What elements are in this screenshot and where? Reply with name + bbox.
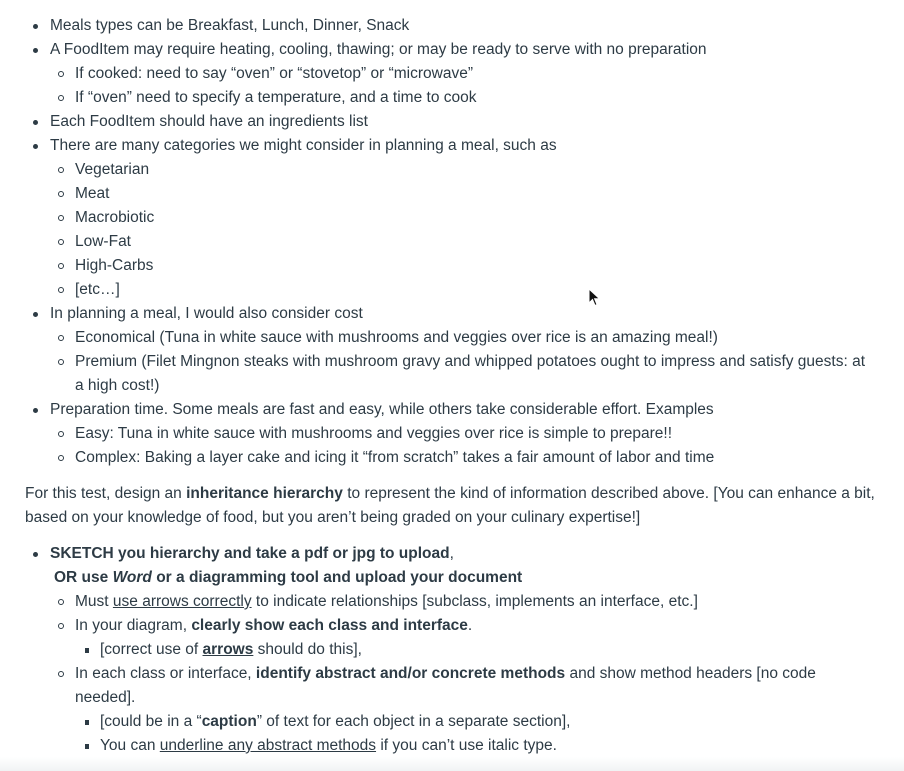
methods-sublist — [75, 710, 875, 758]
list-item-food-item: A FoodItem may require heating, cooling, thawing; or may be ready to serve with no preparation If cooked: need to say “oven” or “stovetop” or “microwave” If “oven” need to specify a temperature, and a time to cook — [25, 38, 875, 110]
list-item: High-Carbs — [50, 254, 875, 278]
list-item-prep: Preparation time. Some meals are fast and easy, while others take considerable effort. Examples Easy: Tuna in white sauce with mushrooms and veggies over rice is simple to prepare!! Complex: Baking a layer cake and icing it “from scratch” takes a fair amount of labor and time — [25, 398, 875, 470]
bottom-edge — [0, 757, 904, 771]
list-item: Easy: Tuna in white sauce with mushrooms and veggies over rice is simple to prepare!! — [50, 422, 875, 446]
list-item-meal-types: Meals types can be Breakfast, Lunch, Dinner, Snack — [25, 14, 875, 38]
prep-sublist — [50, 422, 875, 470]
list-item-cost: In planning a meal, I would also consider cost Economical (Tuna in white sauce with mushrooms and veggies over rice is an amazing meal!) Premium (Filet Mingnon steaks with mushroom gravy and whipped potatoes ought to impress and satisfy guests: at a high cost!) — [25, 302, 875, 398]
list-item: Vegetarian — [50, 158, 875, 182]
list-item-arrows: Must use arrows correctly to indicate relationships [subclass, implements an interface, etc.] — [50, 590, 875, 614]
mouse-cursor-icon — [588, 288, 602, 308]
list-item-methods: In each class or interface, identify abstract and/or concrete methods and show method headers [no code needed]. [could be in a “caption” of text for each object in a separate section], You can underline any abstract methods if you can’t use italic type. — [50, 662, 875, 758]
list-item-ingredients: Each FoodItem should have an ingredients list — [25, 110, 875, 134]
list-item: Low-Fat — [50, 230, 875, 254]
or-use-line: OR use Word or a diagramming tool and upload your document — [54, 569, 523, 586]
sketch-sublist — [50, 590, 875, 758]
food-item-sublist — [50, 62, 875, 110]
list-item: Economical (Tuna in white sauce with mushrooms and veggies over rice is an amazing meal!) — [50, 326, 875, 350]
requirements-list — [25, 14, 875, 470]
list-item-categories: There are many categories we might consider in planning a meal, such as Vegetarian Meat Macrobiotic Low-Fat High-Carbs [etc…] — [25, 134, 875, 302]
list-item: If “oven” need to specify a temperature, and a time to cook — [50, 86, 875, 110]
cost-sublist — [50, 326, 875, 398]
list-item: You can underline any abstract methods if you can’t use italic type. — [75, 734, 875, 758]
list-item-sketch: SKETCH you hierarchy and take a pdf or jpg to upload, OR use Word or a diagramming tool and upload your document Must use arrows correctly to indicate relationships [subclass, implements an interface, etc.] In your diagram, clearly show each class and interface. [correct use of arrows should do this], In each class or interface, identify abstract and/or concrete methods and show method headers [no code needed]. [could be in a “caption” of text for each object in a separate section], You can underline any abstract methods if you can’t use italic type. — [25, 542, 875, 758]
list-item: [could be in a “caption” of text for each object in a separate section], — [75, 710, 875, 734]
list-item-diagram: In your diagram, clearly show each class and interface. [correct use of arrows should do this], — [50, 614, 875, 662]
diagram-sublist — [75, 638, 875, 662]
list-item: [etc…] — [50, 278, 875, 302]
submission-list — [25, 542, 875, 758]
document-body — [25, 14, 875, 758]
instructions-paragraph: For this test, design an inheritance hierarchy to represent the kind of information described above. [You can enhance a bit, based on your knowledge of food, but you aren’t being graded on your culinary expertise!] — [25, 485, 875, 526]
list-item: [correct use of arrows should do this], — [75, 638, 875, 662]
categories-sublist — [50, 158, 875, 302]
list-item: If cooked: need to say “oven” or “stovetop” or “microwave” — [50, 62, 875, 86]
list-item: Complex: Baking a layer cake and icing it “from scratch” takes a fair amount of labor and time — [50, 446, 875, 470]
list-item: Macrobiotic — [50, 206, 875, 230]
list-item: Premium (Filet Mingnon steaks with mushroom gravy and whipped potatoes ought to impress and satisfy guests: at a high cost!) — [50, 350, 875, 398]
list-item: Meat — [50, 182, 875, 206]
